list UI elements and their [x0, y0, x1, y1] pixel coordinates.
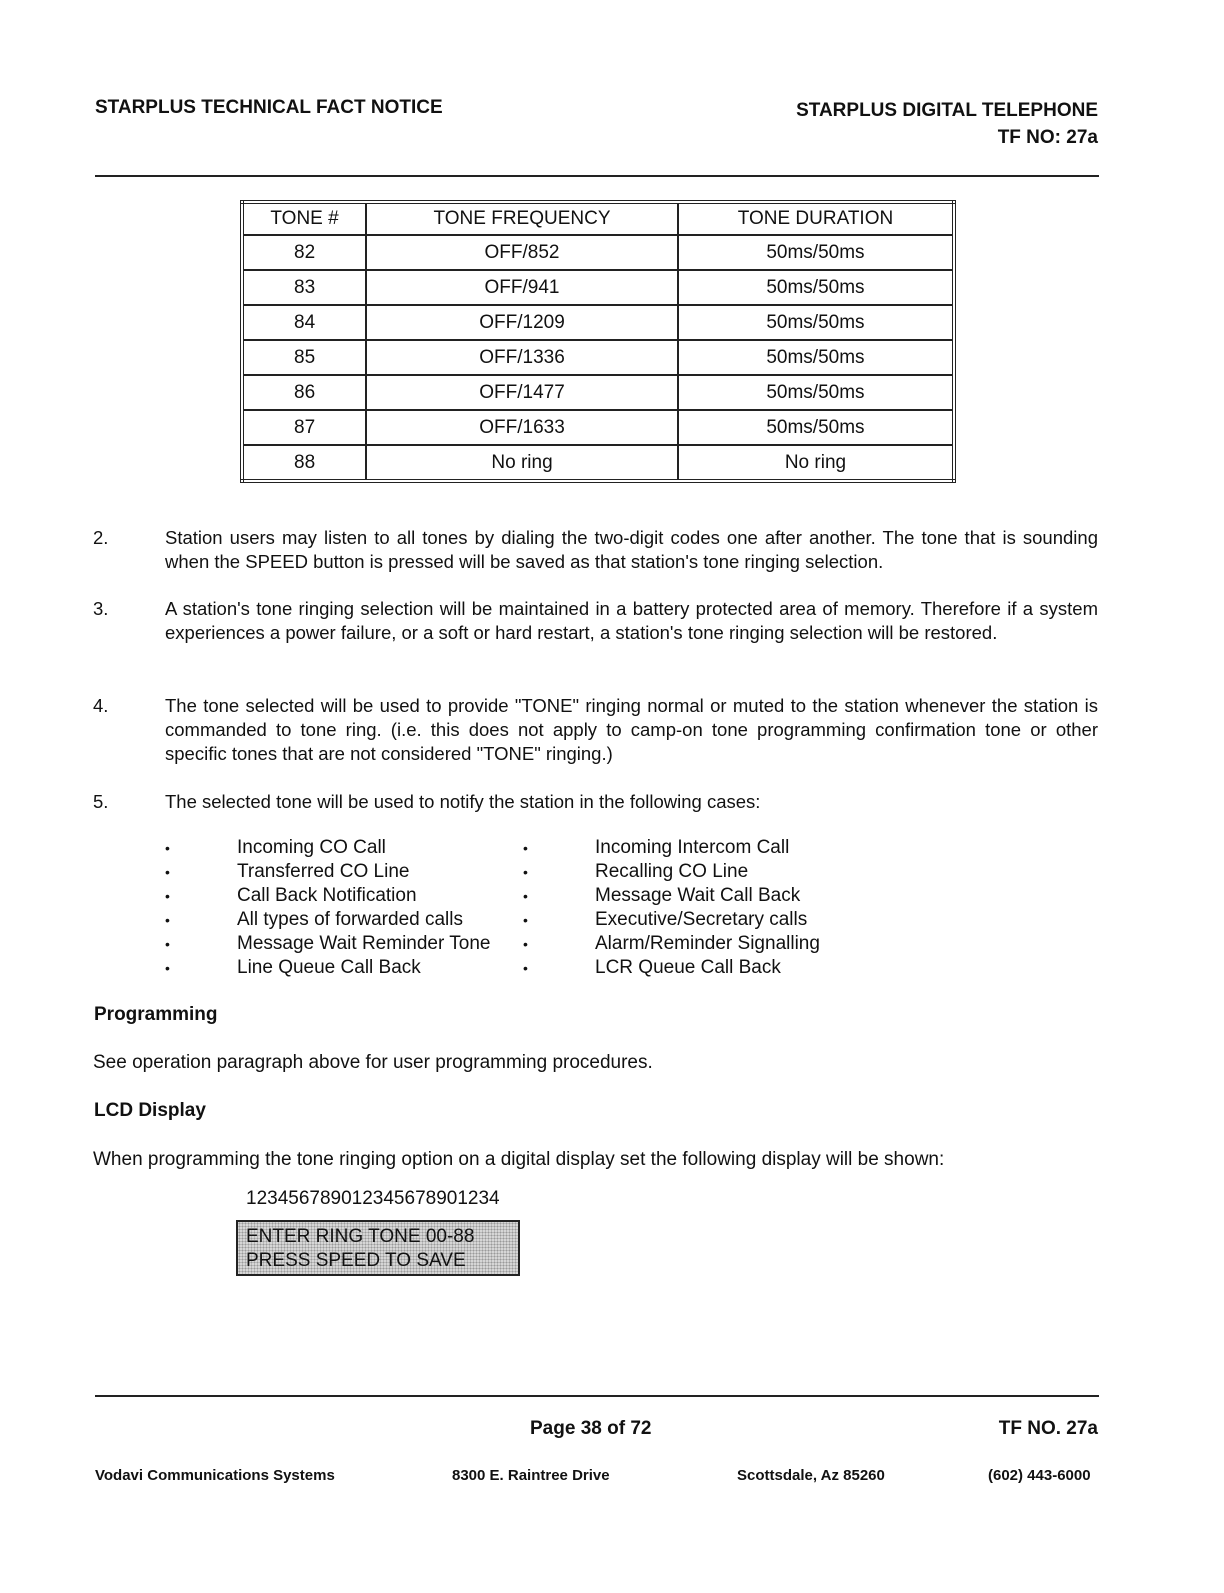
- table-row: [242, 445, 954, 481]
- cases-right-column: [523, 836, 883, 980]
- duration-cell: 50ms/50ms: [678, 410, 954, 445]
- tone-cell: 84: [242, 305, 366, 340]
- bullet-icon: •: [165, 912, 170, 928]
- paragraph-5: [93, 790, 1098, 814]
- list-item: [165, 956, 525, 980]
- list-item: [165, 908, 525, 932]
- list-item: [165, 860, 525, 884]
- list-item: [523, 860, 883, 884]
- case-label: Call Back Notification: [237, 885, 417, 906]
- duration-cell: 50ms/50ms: [678, 305, 954, 340]
- bullet-icon: •: [523, 840, 528, 856]
- list-item: [523, 836, 883, 860]
- paragraph-2: [93, 526, 1098, 574]
- header-tf-number: TF NO: 27a: [997, 127, 1098, 148]
- case-label: Recalling CO Line: [595, 861, 749, 882]
- tone-cell: 87: [242, 410, 366, 445]
- case-label: All types of forwarded calls: [237, 909, 463, 930]
- paragraph-number: 2.: [93, 527, 109, 548]
- bullet-icon: •: [523, 912, 528, 928]
- case-label: Incoming CO Call: [237, 837, 386, 858]
- footer-street: 8300 E. Raintree Drive: [452, 1467, 610, 1484]
- list-item: [523, 884, 883, 908]
- list-item: [165, 932, 525, 956]
- case-label: Executive/Secretary calls: [595, 909, 808, 930]
- cases-left-column: [165, 836, 525, 980]
- duration-cell: 50ms/50ms: [678, 270, 954, 305]
- list-item: [165, 836, 525, 860]
- frequency-cell: OFF/1209: [366, 305, 678, 340]
- programming-heading: Programming: [94, 1004, 218, 1025]
- table-row: [242, 340, 954, 375]
- frequency-cell: OFF/1477: [366, 375, 678, 410]
- case-label: Message Wait Call Back: [595, 885, 801, 906]
- frequency-cell: OFF/941: [366, 270, 678, 305]
- col-header-frequency: TONE FREQUENCY: [366, 202, 678, 235]
- lcd-display-text: When programming the tone ringing option on a digital display set the following display will be shown:: [93, 1149, 945, 1170]
- header-divider: [95, 175, 1099, 177]
- tone-cell: 82: [242, 235, 366, 270]
- list-item: [523, 956, 883, 980]
- bullet-icon: •: [165, 864, 170, 880]
- tone-table: [240, 200, 956, 483]
- paragraph-3: [93, 597, 1098, 645]
- paragraph-text: Station users may listen to all tones by dialing the two-digit codes one after another. The tone that is sounding when the SPEED button is pressed will be saved as that station's tone ringing selection.: [165, 527, 1098, 572]
- page-number: Page 38 of 72: [530, 1418, 652, 1439]
- lcd-display-heading: LCD Display: [94, 1100, 206, 1121]
- header-left-title: STARPLUS TECHNICAL FACT NOTICE: [95, 97, 443, 118]
- lcd-line-1: ENTER RING TONE 00-88: [246, 1226, 475, 1247]
- paragraph-number: 3.: [93, 598, 109, 619]
- bullet-icon: •: [523, 888, 528, 904]
- bullet-icon: •: [523, 936, 528, 952]
- footer-city: Scottsdale, Az 85260: [737, 1467, 885, 1484]
- paragraph-number: 4.: [93, 695, 109, 716]
- duration-cell: 50ms/50ms: [678, 375, 954, 410]
- paragraph-4: [93, 694, 1098, 766]
- case-label: Incoming Intercom Call: [595, 837, 790, 858]
- table-row: [242, 375, 954, 410]
- table-row: [242, 270, 954, 305]
- footer-divider: [95, 1395, 1099, 1397]
- list-item: [165, 884, 525, 908]
- duration-cell: No ring: [678, 445, 954, 481]
- table-row: [242, 235, 954, 270]
- frequency-cell: OFF/1336: [366, 340, 678, 375]
- case-label: Line Queue Call Back: [237, 957, 421, 978]
- bullet-icon: •: [523, 864, 528, 880]
- case-label: Alarm/Reminder Signalling: [595, 933, 820, 954]
- lcd-line-2: PRESS SPEED TO SAVE: [246, 1250, 466, 1271]
- footer-phone: (602) 443-6000: [988, 1467, 1091, 1484]
- lcd-column-ruler: 123456789012345678901234: [246, 1188, 500, 1209]
- header-right-title: STARPLUS DIGITAL TELEPHONE: [796, 100, 1098, 121]
- paragraph-text: A station's tone ringing selection will be maintained in a battery protected area of memory. Therefore if a system experiences a power failure, or a soft or hard restart, a station's tone ringing selection will be restored.: [165, 598, 1098, 643]
- tone-cell: 85: [242, 340, 366, 375]
- list-item: [523, 908, 883, 932]
- case-label: Transferred CO Line: [237, 861, 410, 882]
- lcd-display-screen: [236, 1220, 520, 1276]
- programming-text: See operation paragraph above for user programming procedures.: [93, 1052, 653, 1073]
- paragraph-text: The tone selected will be used to provide "TONE" ringing normal or muted to the station whenever the station is commanded to tone ring. (i.e. this does not apply to camp-on tone programming confirmation tone or other specific tones that are not considered "TONE" ringing.): [165, 695, 1098, 764]
- table-header-row: [242, 202, 954, 235]
- bullet-icon: •: [165, 840, 170, 856]
- case-label: Message Wait Reminder Tone: [237, 933, 491, 954]
- col-header-duration: TONE DURATION: [678, 202, 954, 235]
- bullet-icon: •: [165, 936, 170, 952]
- table-row: [242, 410, 954, 445]
- bullet-icon: •: [523, 960, 528, 976]
- col-header-tone: TONE #: [242, 202, 366, 235]
- list-item: [523, 932, 883, 956]
- frequency-cell: OFF/1633: [366, 410, 678, 445]
- duration-cell: 50ms/50ms: [678, 235, 954, 270]
- footer-company: Vodavi Communications Systems: [95, 1467, 335, 1484]
- duration-cell: 50ms/50ms: [678, 340, 954, 375]
- frequency-cell: No ring: [366, 445, 678, 481]
- paragraph-text: The selected tone will be used to notify the station in the following cases:: [165, 791, 761, 812]
- frequency-cell: OFF/852: [366, 235, 678, 270]
- tone-cell: 83: [242, 270, 366, 305]
- bullet-icon: •: [165, 888, 170, 904]
- case-label: LCR Queue Call Back: [595, 957, 781, 978]
- tone-cell: 86: [242, 375, 366, 410]
- header-right-block: [796, 97, 1098, 151]
- bullet-icon: •: [165, 960, 170, 976]
- footer-tf-number: TF NO. 27a: [998, 1418, 1098, 1439]
- tone-cell: 88: [242, 445, 366, 481]
- paragraph-number: 5.: [93, 791, 109, 812]
- table-row: [242, 305, 954, 340]
